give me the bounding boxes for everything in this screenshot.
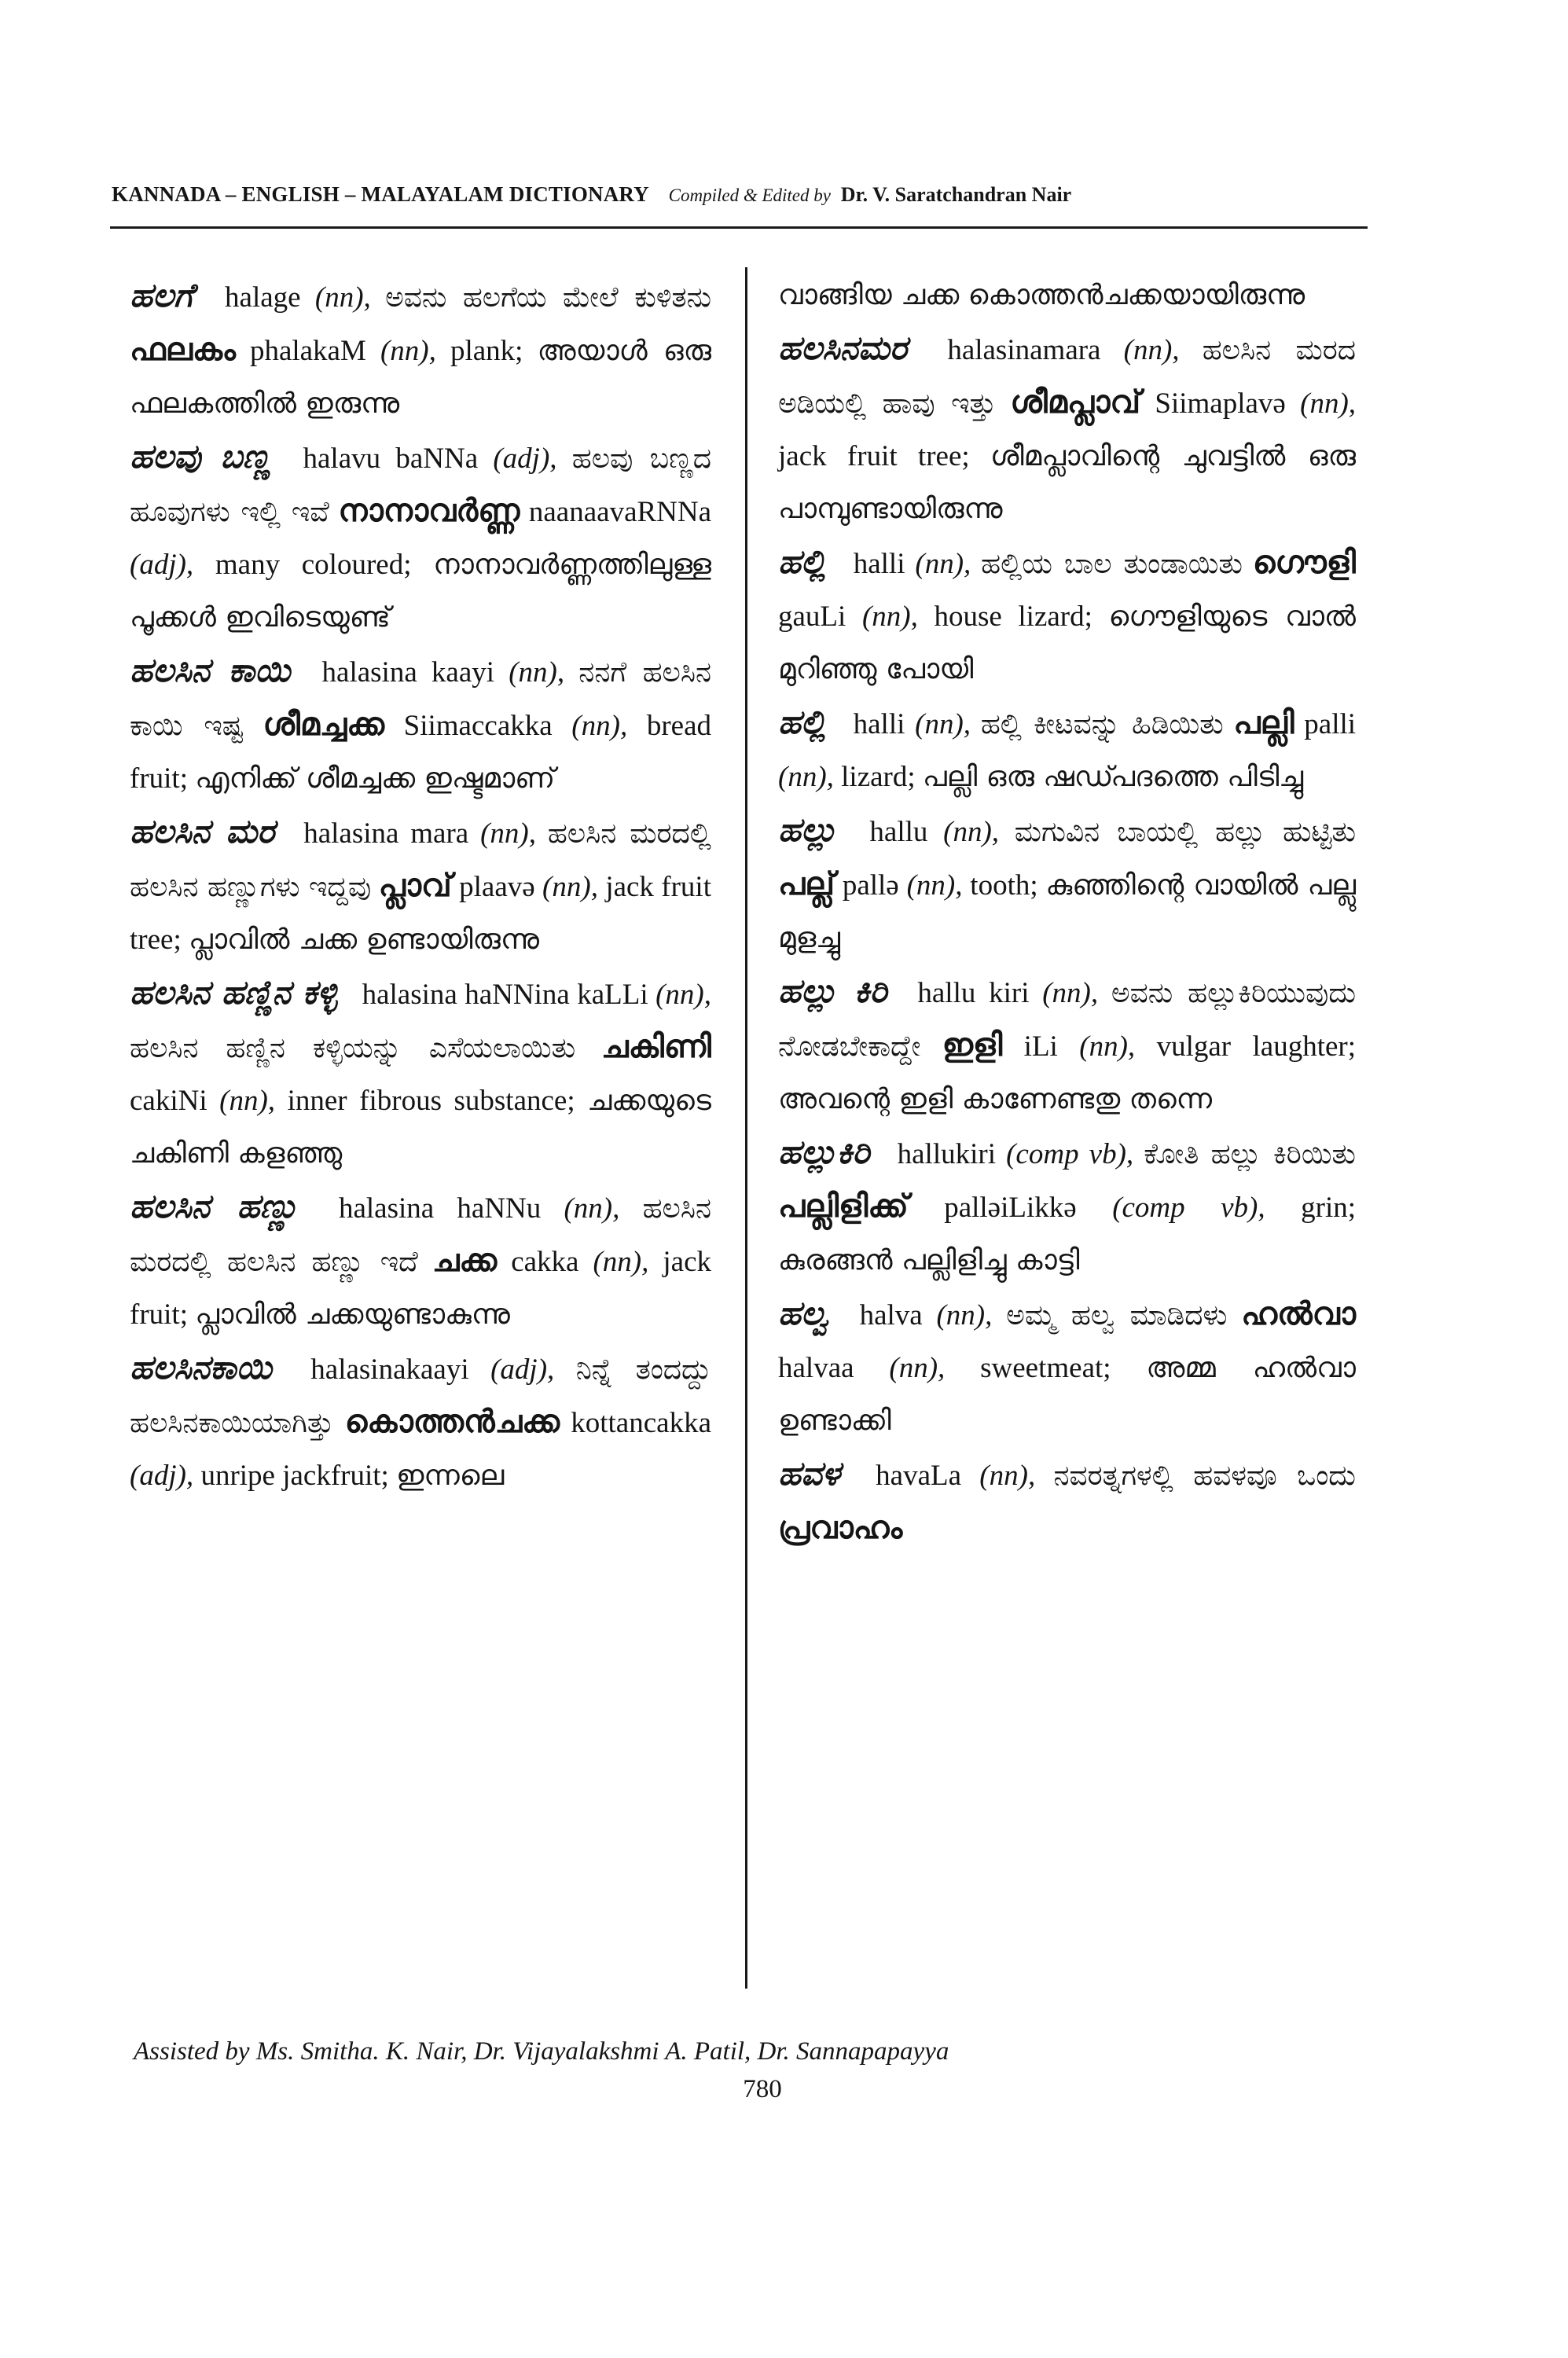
malayalam-equivalent: ഹൽവാ (1241, 1296, 1357, 1332)
kannada-headword: ಹಲ್ಲುಕಿರಿ (778, 1133, 870, 1171)
malayalam-example: പല്ലി ഒരു ഷഡ്പദത്തെ പിടിച്ചു (922, 761, 1304, 793)
kannada-example: ಹಲಸಿನ ಮರದ ಅಡಿಯಲ್ಲಿ ಹಾವು ಇತ್ತು (778, 334, 1357, 420)
dictionary-entry (778, 964, 1356, 1126)
kannada-example: ಅವನು ಹಲಗೆಯ ಮೇಲೆ ಕುಳಿತನು (385, 281, 712, 314)
dictionary-entry (778, 1126, 1356, 1287)
kannada-headword: ಹಲಸಿನ ಮರ (130, 812, 275, 850)
english-meaning: tooth; (970, 869, 1038, 902)
malayalam-equivalent: പല്ലി (1233, 705, 1294, 741)
equivalent-part-of-speech: (adj), (130, 1460, 194, 1492)
romanized-headword: halasina haNNina kaLLi (362, 979, 648, 1011)
part-of-speech: (adj), (490, 1353, 555, 1386)
malayalam-example: അയാൾ ഒരു ഫലകത്തിൽ ഇരുന്നു (130, 335, 712, 420)
kannada-headword: ಹಲಸಿನಮರ (778, 329, 908, 367)
romanized-headword: halasina haNNu (338, 1192, 542, 1225)
right-column (778, 269, 1356, 1555)
malayalam-example: ഗൌളിയുടെ വാൽ മുറിഞ്ഞു പോയി (778, 601, 1357, 685)
kannada-example: ಹಲ್ಲಿ ಕೀಟವನ್ನು ಹಿಡಿಯಿತು (980, 708, 1224, 740)
romanized-headword: hallu kiri (917, 977, 1030, 1009)
dictionary-entry (130, 805, 711, 966)
romanized-equivalent: cakiNi (130, 1085, 207, 1117)
equivalent-part-of-speech: (nn), (542, 871, 598, 903)
english-meaning: plank; (450, 335, 523, 367)
dictionary-entry (130, 644, 711, 805)
kannada-example: ನವರತ್ನಗಳಲ್ಲಿ ಹವಳವೂ ಒಂದು (1053, 1460, 1356, 1492)
romanized-equivalent: Siimaccakka (403, 710, 553, 742)
equivalent-part-of-speech: (nn), (380, 335, 436, 367)
romanized-equivalent: iLi (1023, 1030, 1058, 1063)
dictionary-entry (130, 430, 711, 644)
malayalam-example: ചക്കയുടെ ചകിണി കളഞ്ഞു (130, 1085, 711, 1170)
romanized-equivalent: Siimaplavə (1155, 387, 1286, 420)
dictionary-entry (130, 1180, 711, 1341)
dictionary-title: KANNADA – ENGLISH – MALAYALAM DICTIONARY (112, 182, 649, 206)
malayalam-example: ഇന്നലെ (396, 1460, 505, 1492)
malayalam-equivalent: ഇളി (942, 1027, 1003, 1063)
malayalam-equivalent: ചകിണി (601, 1029, 711, 1065)
english-meaning: jack fruit; (130, 1246, 712, 1331)
romanized-headword: havaLa (876, 1460, 962, 1492)
malayalam-example: എനിക്ക് ശീമച്ചക്ക ഇഷ്ടമാണ് (195, 762, 556, 795)
romanized-equivalent: naanaavaRNNa (528, 496, 712, 528)
malayalam-equivalent: പ്ലാവ് (378, 868, 452, 904)
dictionary-entry (778, 1287, 1356, 1447)
malayalam-example: കുരങ്ങൻ പല്ലിളിച്ചു കാട്ടി (778, 1244, 1080, 1276)
kannada-headword: ಹಲ್ಲು ಕಿರಿ (778, 971, 887, 1010)
equivalent-part-of-speech: (nn), (861, 601, 918, 633)
malayalam-equivalent: ഫലകം (130, 332, 236, 368)
dictionary-entry (778, 269, 1356, 321)
dictionary-entry (130, 1341, 711, 1502)
equivalent-part-of-speech: (nn), (1079, 1030, 1136, 1063)
part-of-speech: (nn), (915, 708, 971, 740)
kannada-headword: ಹಲ್ಲಿ (778, 703, 826, 741)
equivalent-part-of-speech: (nn), (1300, 387, 1357, 420)
english-meaning: many coloured; (215, 549, 412, 581)
part-of-speech: (comp vb), (1006, 1138, 1134, 1170)
part-of-speech: (nn), (564, 1192, 620, 1225)
english-meaning: jack fruit tree; (778, 440, 970, 472)
dictionary-entry (130, 966, 711, 1180)
romanized-equivalent: cakka (511, 1246, 579, 1278)
kannada-headword: ಹಲವು ಬಣ್ಣ (130, 437, 271, 476)
kannada-example: ಹಲಸಿನ ಹಣ್ಣಿನ ಕಳ್ಳಿಯನ್ನು ಎಸೆಯಲಾಯಿತು (130, 1032, 576, 1064)
page-number: 780 (743, 2075, 782, 2103)
malayalam-equivalent: ശീമച്ചക്ക (263, 707, 385, 743)
kannada-headword: ಹಲಸಿನಕಾಯಿ (130, 1348, 272, 1387)
equivalent-part-of-speech: (nn), (571, 710, 628, 742)
kannada-example: ಅವನು ಹಲ್ಲುಕಿರಿಯುವುದು ನೋಡಬೇಕಾದ್ದೇ (778, 977, 1357, 1063)
kannada-example: ಹಲಸಿನ ಮರದಲ್ಲಿ ಹಲಸಿನ ಹಣ್ಣುಗಳು ಇದ್ದವು (130, 817, 712, 903)
english-meaning: inner fibrous substance; (287, 1085, 575, 1117)
english-meaning: jack fruit tree; (130, 871, 711, 956)
romanized-equivalent: phalakaM (249, 335, 366, 367)
kannada-headword: ಹಲಸಿನ ಕಾಯಿ (130, 651, 291, 689)
equivalent-part-of-speech: (comp vb), (1112, 1192, 1265, 1224)
romanized-equivalent: halvaa (778, 1352, 854, 1384)
equivalent-part-of-speech: (nn), (778, 761, 834, 793)
english-meaning: unripe jackfruit; (200, 1460, 389, 1492)
malayalam-example: കുഞ്ഞിന്റെ വായിൽ പല്ലു മുളച്ചു (778, 869, 1357, 954)
kannada-headword: ಹಲಸಿನ ಹಣ್ಣು (130, 1187, 299, 1225)
english-meaning: lizard; (841, 761, 916, 793)
malayalam-example: ശീമപ്ലാവിന്റെ ചുവട്ടിൽ ഒരു പാമ്പുണ്ടായിരുന്നു (778, 440, 1356, 525)
part-of-speech: (nn), (936, 1299, 993, 1331)
malayalam-equivalent: ഗൌളി (1252, 545, 1356, 581)
romanized-headword: halage (225, 281, 301, 314)
equivalent-part-of-speech: (adj), (130, 549, 194, 581)
left-column (130, 269, 711, 1502)
equivalent-part-of-speech: (nn), (219, 1085, 276, 1117)
kannada-headword: ಹಲಗೆ (130, 276, 193, 314)
kannada-example: ಹಲ್ಲಿಯ ಬಾಲ ತುಂಡಾಯಿತು (981, 548, 1243, 580)
kannada-example: ಮಗುವಿನ ಬಾಯಲ್ಲಿ ಹಲ್ಲು ಹುಟ್ಟಿತು (1014, 816, 1357, 848)
romanized-headword: hallukiri (897, 1138, 996, 1170)
column-divider (745, 267, 747, 1989)
malayalam-equivalent: നാനാവർണ്ണ (338, 493, 520, 529)
kannada-example: ಅಮ್ಮ ಹಲ್ವ ಮಾಡಿದಳು (1006, 1299, 1228, 1331)
malayalam-equivalent: പ്രവാഹം (778, 1510, 903, 1546)
page-header (112, 182, 1369, 207)
english-meaning: bread fruit; (130, 710, 711, 795)
continued-malayalam-sentence: വാങ്ങിയ ചക്ക കൊത്തൻചക്കയായിരുന്നു (778, 279, 1305, 311)
malayalam-example: അമ്മ ഹൽവാ ഉണ്ടാക്കി (778, 1352, 1356, 1437)
dictionary-entry (778, 696, 1356, 803)
malayalam-example: നാനാവർണ്ണത്തിലുള്ള പൂക്കൾ ഇവിടെയുണ്ട് (130, 549, 711, 634)
malayalam-example: പ്ലാവിൽ ചക്കയുണ്ടാകുന്നു (195, 1298, 510, 1331)
english-meaning: sweetmeat; (980, 1352, 1111, 1384)
english-meaning: vulgar laughter; (1156, 1030, 1356, 1063)
dictionary-entry (778, 803, 1356, 964)
kannada-example: ಹಲವು ಬಣ್ಣದ ಹೂವುಗಳು ಇಲ್ಲಿ ಇವೆ (130, 443, 712, 528)
romanized-headword: halli (853, 708, 905, 740)
romanized-headword: halasina kaayi (321, 656, 495, 689)
malayalam-equivalent: ചക്ക (431, 1243, 498, 1279)
kannada-example: ನನಗೆ ಹಲಸಿನ ಕಾಯಿ ಇಷ್ಟ (130, 656, 712, 742)
dictionary-entry (778, 321, 1356, 535)
dictionary-entry (130, 269, 711, 430)
romanized-equivalent: pallə (842, 869, 899, 902)
dictionary-entry (778, 1447, 1356, 1555)
part-of-speech: (nn), (943, 816, 1000, 848)
part-of-speech: (adj), (493, 443, 557, 475)
header-rule (110, 226, 1368, 229)
part-of-speech: (nn), (655, 979, 712, 1011)
kannada-headword: ಹಲ್ಲು (778, 810, 837, 849)
english-meaning: house lizard; (934, 601, 1092, 633)
compiled-by-label: Compiled & Edited by (668, 185, 831, 205)
malayalam-example: അവന്റെ ഇളി കാണേണ്ടതു തന്നെ (778, 1083, 1213, 1115)
part-of-speech: (nn), (480, 817, 536, 850)
assisted-by-credit: Assisted by Ms. Smitha. K. Nair, Dr. Vijayalakshmi A. Patil, Dr. Sannapapayya (134, 2037, 949, 2066)
part-of-speech: (nn), (1123, 334, 1180, 366)
malayalam-example: പ്ലാവിൽ ചക്ക ഉണ്ടായിരുന്നു (188, 924, 539, 956)
equivalent-part-of-speech: (nn), (593, 1246, 649, 1278)
malayalam-equivalent: കൊത്തൻചക്ക (344, 1404, 560, 1440)
romanized-equivalent: palləiLikkə (944, 1192, 1077, 1224)
part-of-speech: (nn), (979, 1460, 1036, 1492)
kannada-headword: ಹವಳ (778, 1454, 840, 1493)
kannada-headword: ಹಲ್ವ (778, 1294, 828, 1332)
english-meaning: grin; (1301, 1192, 1357, 1224)
equivalent-part-of-speech: (nn), (906, 869, 963, 902)
romanized-headword: halasina mara (303, 817, 469, 850)
romanized-headword: halva (859, 1299, 923, 1331)
part-of-speech: (nn), (314, 281, 371, 314)
part-of-speech: (nn), (509, 656, 565, 689)
romanized-headword: halasinamara (947, 334, 1101, 366)
editor-name: Dr. V. Saratchandran Nair (840, 183, 1072, 206)
malayalam-equivalent: പല്ലിളിക്ക് (778, 1188, 909, 1225)
romanized-equivalent: plaavə (459, 871, 535, 903)
equivalent-part-of-speech: (nn), (889, 1352, 946, 1384)
part-of-speech: (nn), (1042, 977, 1099, 1009)
kannada-example: ಹಲಸಿನ ಮರದಲ್ಲಿ ಹಲಸಿನ ಹಣ್ಣು ಇದೆ (130, 1192, 712, 1278)
kannada-example: ಕೋತಿ ಹಲ್ಲು ಕಿರಿಯಿತು (1144, 1138, 1357, 1170)
romanized-equivalent: gauLi (778, 601, 846, 633)
romanized-headword: halavu baNNa (303, 443, 479, 475)
malayalam-equivalent: ശീമപ്ലാവ് (1010, 384, 1141, 421)
romanized-headword: halli (853, 548, 905, 580)
romanized-equivalent: palli (1304, 708, 1357, 740)
kannada-example: ನಿನ್ನೆ ತಂದದ್ದು ಹಲಸಿನಕಾಯಿಯಾಗಿತ್ತು (130, 1353, 712, 1439)
dictionary-entry (778, 535, 1356, 696)
kannada-headword: ಹಲ್ಲಿ (778, 542, 826, 581)
malayalam-equivalent: പല്ല് (778, 866, 835, 902)
romanized-headword: hallu (869, 816, 928, 848)
romanized-headword: halasinakaayi (310, 1353, 469, 1386)
part-of-speech: (nn), (915, 548, 971, 580)
kannada-headword: ಹಲಸಿನ ಹಣ್ಣಿನ ಕಳ್ಳಿ (130, 973, 338, 1012)
romanized-equivalent: kottancakka (571, 1407, 711, 1439)
